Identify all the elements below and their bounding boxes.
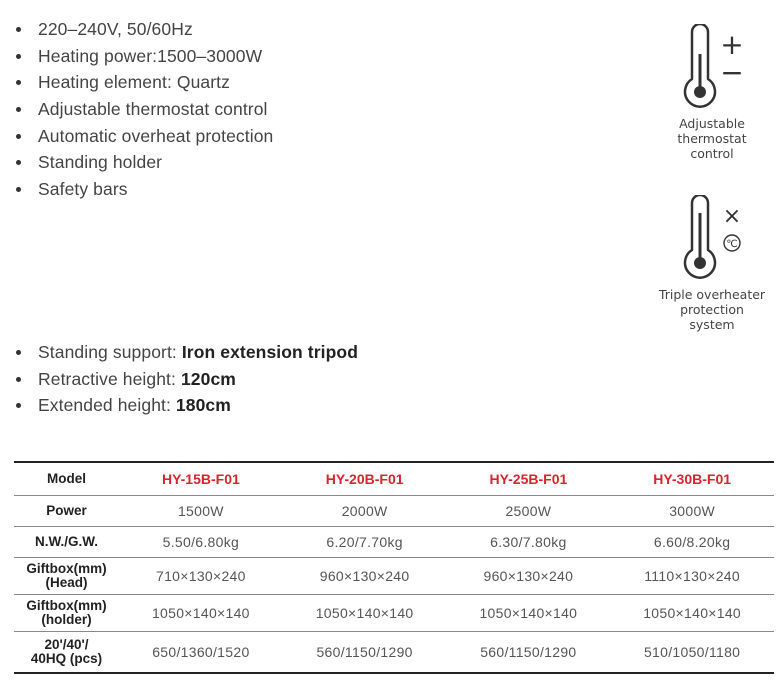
feature-item: Standing holder [14, 149, 273, 176]
support-item: Extended height: 180cm [14, 392, 358, 419]
support-item: Retractive height: 120cm [14, 366, 358, 393]
model-name: HY-20B-F01 [283, 462, 447, 496]
table-cell: 1050×140×140 [447, 595, 611, 632]
table-cell: 6.60/8.20kg [610, 527, 774, 558]
feature-item: Heating power:1500–3000W [14, 43, 273, 70]
table-header-row [14, 462, 774, 496]
table-row [14, 558, 774, 595]
model-name: HY-25B-F01 [447, 462, 611, 496]
table-cell: 710×130×240 [119, 558, 283, 595]
model-name: HY-15B-F01 [119, 462, 283, 496]
feature-item: Heating element: Quartz [14, 69, 273, 96]
thermometer-plus-minus-icon [672, 24, 752, 114]
icon-caption: Adjustable thermostat control [677, 116, 747, 161]
table-row [14, 595, 774, 632]
table-cell: 510/1050/1180 [643, 644, 741, 660]
row-label: 20'/40'/ 40HQ (pcs) [30, 637, 103, 666]
table-cell: 5.50/6.80kg [119, 527, 283, 558]
table-cell: 3000W [610, 496, 774, 527]
table-cell: 960×130×240 [283, 558, 447, 595]
table-cell: 1500W [119, 496, 283, 527]
feature-item: Safety bars [14, 176, 273, 203]
table-cell: 6.20/7.70kg [283, 527, 447, 558]
row-label: Giftbox(mm) (Head) [14, 558, 119, 595]
table-cell: 2500W [447, 496, 611, 527]
spec-table [14, 461, 774, 674]
row-label: Power [14, 496, 119, 527]
table-cell: 1050×140×140 [610, 595, 774, 632]
table-cell: 560/1150/1290 [316, 644, 413, 660]
overheat-protection-feature [642, 195, 777, 332]
table-cell: 1050×140×140 [283, 595, 447, 632]
table-row [14, 632, 774, 674]
table-cell: 6.30/7.80kg [447, 527, 611, 558]
thermostat-control-feature [642, 24, 777, 161]
support-list [14, 339, 358, 419]
row-label: Giftbox(mm) (holder) [14, 595, 119, 632]
feature-list [14, 16, 273, 203]
celsius-symbol: ℃ [726, 239, 738, 250]
model-name: HY-30B-F01 [610, 462, 774, 496]
plus-symbol: + [720, 28, 744, 61]
table-cell: 560/1150/1290 [480, 644, 577, 660]
table-cell: 650/1360/1520 [152, 644, 250, 660]
minus-symbol: − [720, 56, 744, 89]
cross-symbol: × [722, 204, 742, 229]
feature-item: Adjustable thermostat control [14, 96, 273, 123]
table-cell: 960×130×240 [447, 558, 611, 595]
table-cell: 1050×140×140 [119, 595, 283, 632]
table-row [14, 496, 774, 527]
table-row [14, 527, 774, 558]
feature-item: Automatic overheat protection [14, 123, 273, 150]
thermometer-overheat-icon [672, 195, 752, 285]
support-item: Standing support: Iron extension tripod [14, 339, 358, 366]
icon-caption: Triple overheater protection system [658, 287, 766, 332]
feature-item: 220–240V, 50/60Hz [14, 16, 273, 43]
row-label: N.W./G.W. [14, 527, 119, 558]
row-label: Model [14, 462, 119, 496]
table-cell: 1110×130×240 [610, 558, 774, 595]
table-cell: 2000W [283, 496, 447, 527]
